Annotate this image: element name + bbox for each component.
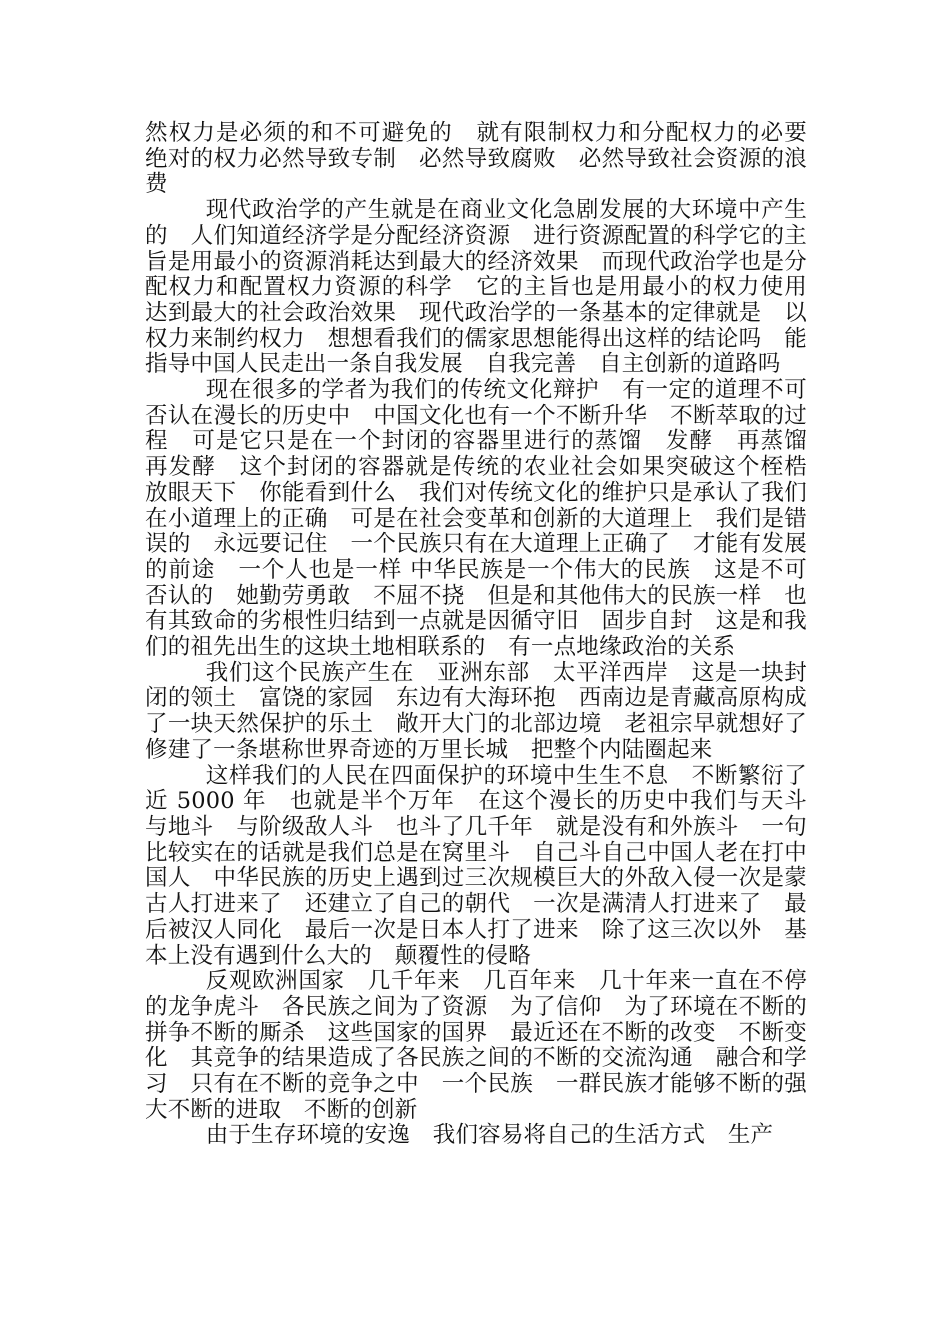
paragraph-6: 反观欧洲国家 几千年来 几百年来 几十年来一直在不停的龙争虎斗 各民族之间为了资源 为了信仰 为了环境在不断的拼争不断的厮杀 这些国家的国界 最近还在不断的改变 不断变化 其竞争的结果造成了各民族之间的不断的交流沟通 融合和学习 只有在不断的竞争之中 一个民族 一群民族才能够不断的强大不断的进取 不断的创新 [145, 968, 807, 1123]
paragraph-5: 这样我们的人民在四面保护的环境中生生不息 不断繁衍了近 5000 年 也就是半个万年 在这个漫长的历史中我们与天斗 与地斗 与阶级敌人斗 也斗了几千年 就是没有和外族斗 一句比较实在的话就是我们总是在窝里斗 自己斗自己中国人老在打中国人 中华民族的历史上遇到过三次规模巨大的外敌入侵一次是蒙古人打进来了 还建立了自己的朝代 一次是满清人打进来了 最后被汉人同化 最后一次是日本人打了进来 除了这三次以外 基本上没有遇到什么大的 颠覆性的侵略 [145, 762, 830, 969]
paragraph-1: 然权力是必须的和不可避免的 就有限制权力和分配权力的必要 绝对的权力必然导致专制 必然导致腐败 必然导致社会资源的浪费 [145, 120, 830, 198]
document-body [145, 120, 830, 1149]
paragraph-7: 由于生存环境的安逸 我们容易将自己的生活方式 生产 [205, 1122, 774, 1149]
paragraph-2: 现代政治学的产生就是在商业文化急剧发展的大环境中产生的 人们知道经济学是分配经济资源 进行资源配置的科学它的主旨是用最小的资源消耗达到最大的经济效果 而现代政治学也是分配权力和配置权力资源的科学 它的主旨也是用最小的权力使用 达到最大的社会政治效果 现代政治学的一条基本的定律就是 以权力来制约权力 想想看我们的儒家思想能得出这样的结论吗 能指导中国人民走出一条自我发展 自我完善 自主创新的道路吗 [145, 197, 830, 378]
paragraph-3: 现在很多的学者为我们的传统文化辩护 有一定的道理不可否认在漫长的历史中 中国文化也有一个不断升华 不断萃取的过程 可是它只是在一个封闭的容器里进行的蒸馏 发酵 再蒸馏 再发酵 这个封闭的容器就是传统的农业社会如果突破这个桎梏 放眼天下 你能看到什么 我们对传统文化的维护只是承认了我们在小道理上的正确 可是在社会变革和创新的大道理上 我们是错误的 永远要记住 一个民族只有在大道理上正确了 才能有发展的前途 一个人也是一样 中华民族是一个伟大的民族 这是不可否认的 她勤劳勇敢 不屈不挠 但是和其他伟大的民族一样 也有其致命的劣根性归结到一点就是因循守旧 固步自封 这是和我们的祖先出生的这块土地相联系的 有一点地缘政治的关系 [145, 377, 830, 661]
paragraph-4: 我们这个民族产生在 亚洲东部 太平洋西岸 这是一块封闭的领土 富饶的家园 东边有大海环抱 西南边是青藏高原构成了一块天然保护的乐土 敞开大门的北部边境 老祖宗早就想好了 修建了一条堪称世界奇迹的万里长城 把整个内陆圈起来 [145, 659, 830, 763]
